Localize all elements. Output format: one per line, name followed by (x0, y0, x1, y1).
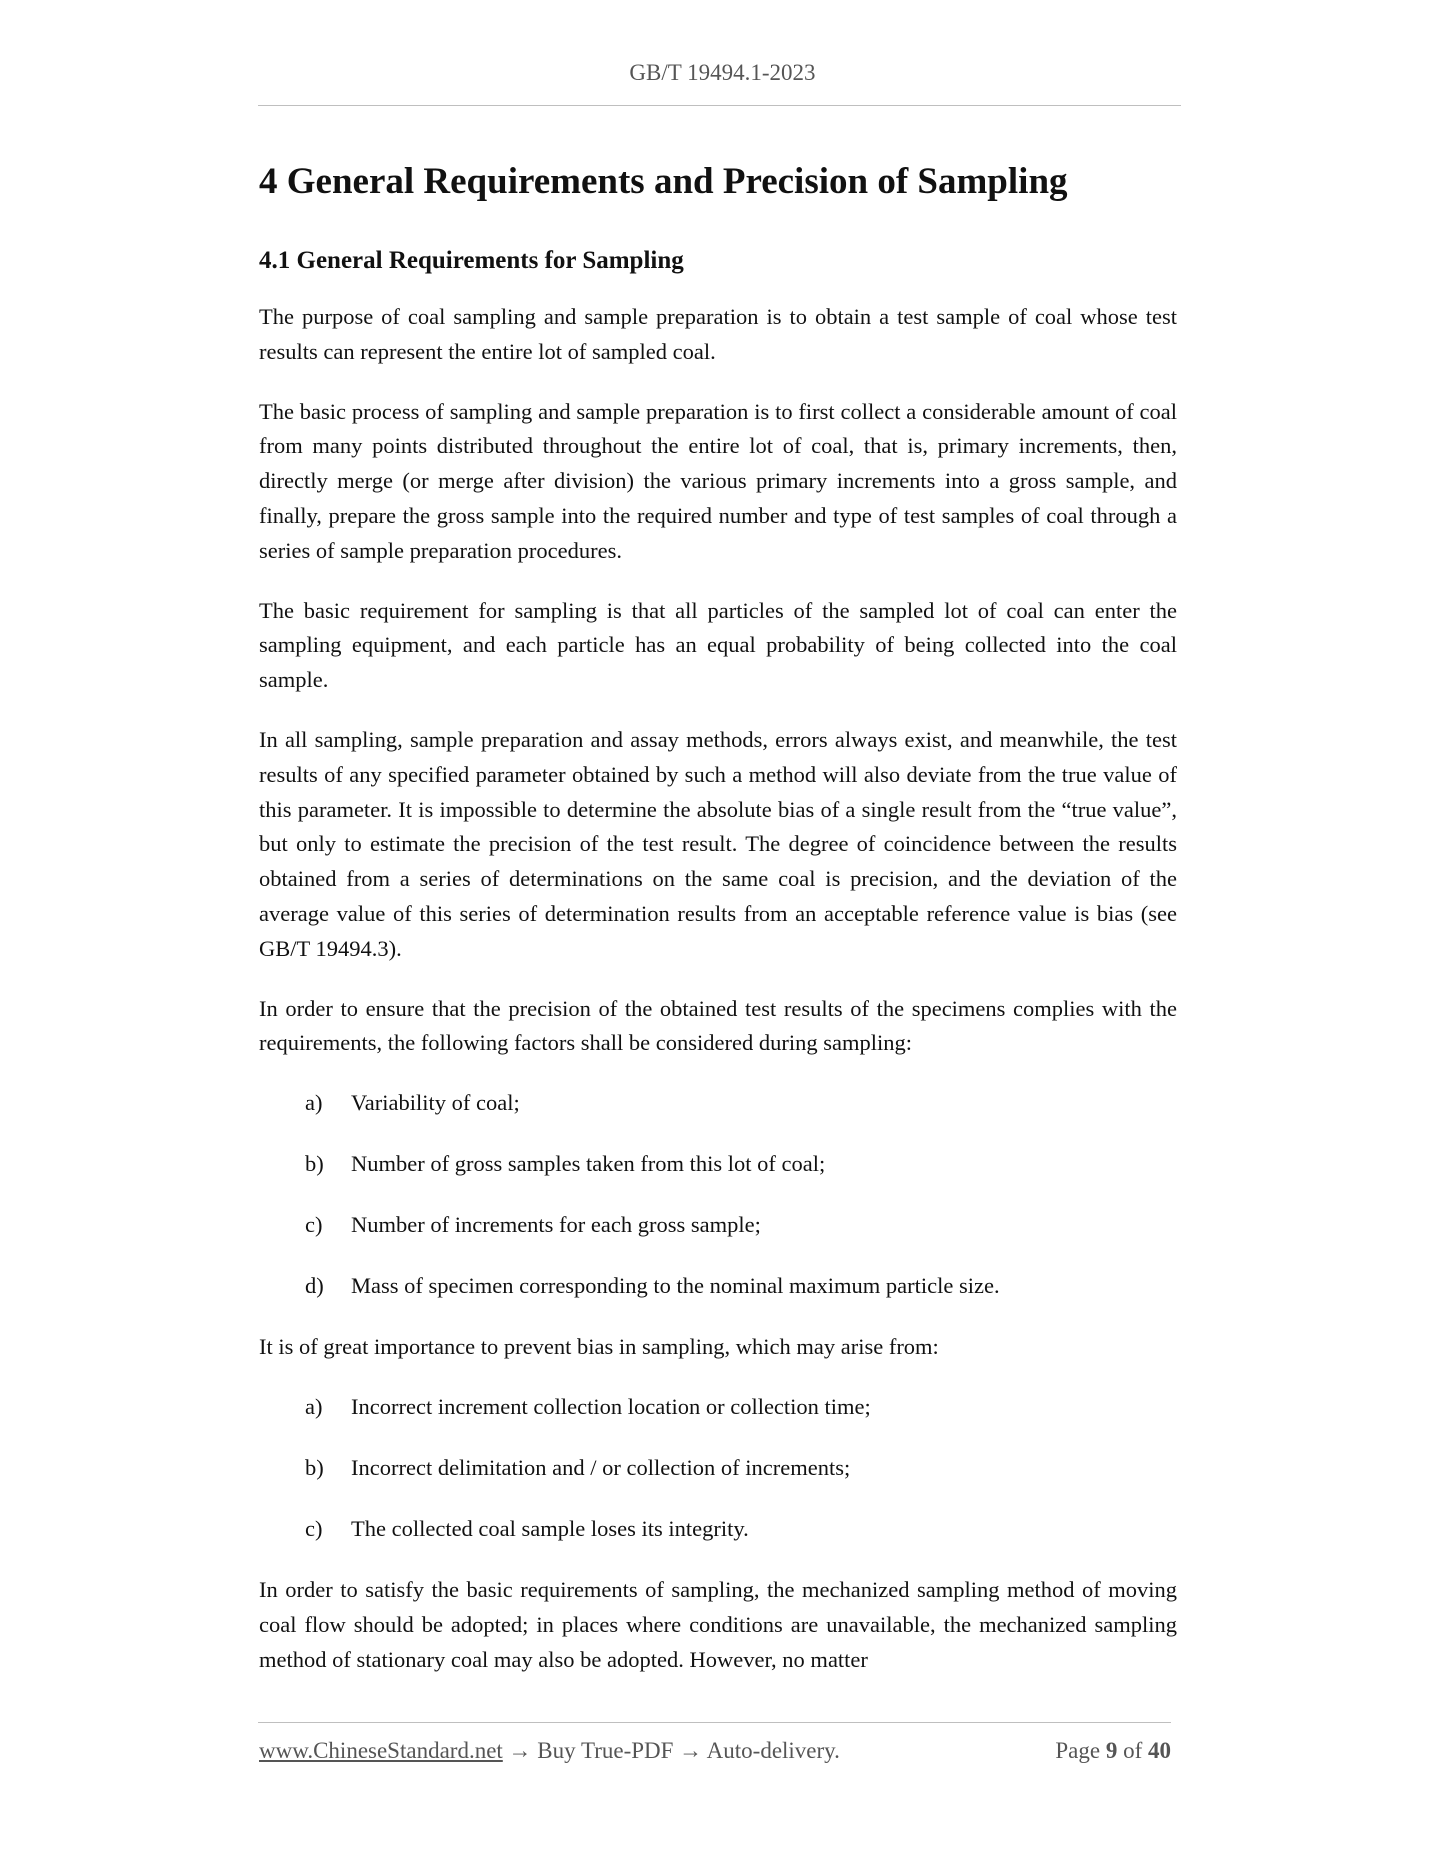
page-indicator (1055, 1738, 1171, 1764)
list-item (259, 1269, 1177, 1303)
list-item (259, 1086, 1177, 1120)
paragraph-errors-precision: In all sampling, sample preparation and assay methods, errors always exist, and meanwhile, the test results of any specified parameter obtained by such a method will also deviate from the true value of this parameter. It is impossible to determine the absolute bias of a single result from the “true value”, but only to estimate the precision of the test result. The degree of coincidence between the results obtained from a series of determinations on the same coal is precision, and the deviation of the average value of this series of determination results from an acceptable reference value is bias (see GB/T 19494.3). (259, 726, 1177, 961)
paragraph-precision-factors: In order to ensure that the precision of the obtained test results of the specimens complies with the requirements, the following factors shall be considered during sampling: (259, 995, 1177, 1056)
header-divider (258, 105, 1181, 106)
paragraph-basic-requirement: The basic requirement for sampling is that all particles of the sampled lot of coal can enter the sampling equipment, and each particle has an equal probability of being collected into the coal sample. (259, 597, 1177, 693)
page-word: Page (1055, 1738, 1101, 1763)
paragraph-bias-intro: It is of great importance to prevent bias in sampling, which may arise from: (259, 1334, 939, 1360)
of-word: of (1123, 1738, 1143, 1763)
list-item-text: Number of increments for each gross sample; (351, 1212, 761, 1238)
paragraph-purpose: The purpose of coal sampling and sample preparation is to obtain a test sample of coal whose test results can represent the entire lot of sampled coal. (259, 304, 1177, 364)
footer-promo: → Buy True-PDF → Auto-delivery. (502, 1738, 840, 1763)
paragraph-basic-process: The basic process of sampling and sample preparation is to first collect a considerable amount of coal from many points distributed throughout the entire lot of coal, that is, primary increments, then, directly merge (or merge after division) the various primary increments into a gross sample, and finally, prepare the gross sample into the required number and type of test samples of coal through a series of sample preparation procedures. (259, 398, 1177, 563)
list-item-text: Number of gross samples taken from this lot of coal; (351, 1151, 826, 1177)
page-content (259, 158, 1177, 1702)
list-item-text: Variability of coal; (351, 1090, 520, 1116)
list-item-label: b) (305, 1151, 324, 1177)
list-item (259, 1451, 1177, 1485)
list-item (259, 1147, 1177, 1181)
footer-divider (258, 1722, 1171, 1723)
list-item-text: Incorrect increment collection location or collection time; (351, 1393, 871, 1419)
paragraph-mechanized-sampling: In order to satisfy the basic requirements of sampling, the mechanized sampling method of moving coal flow should be adopted; in places where conditions are unavailable, the mechanized sampling method of stationary coal may also be adopted. However, no matter (259, 1576, 1177, 1672)
total-page-count: 40 (1148, 1738, 1171, 1763)
list-item (259, 1512, 1177, 1546)
list-item-label: b) (305, 1454, 324, 1480)
list-item-label: a) (305, 1393, 323, 1419)
list-item-text: Incorrect delimitation and / or collection of increments; (351, 1454, 851, 1480)
list-item-text: The collected coal sample loses its integrity. (351, 1515, 749, 1541)
factors-list (259, 1086, 1177, 1303)
list-item-label: a) (305, 1090, 323, 1116)
current-page-number: 9 (1105, 1738, 1118, 1763)
subsection-title: 4.1 General Requirements for Sampling (259, 247, 684, 274)
running-header: GB/T 19494.1-2023 (629, 60, 816, 85)
site-link[interactable]: www.ChineseStandard.net (259, 1738, 503, 1763)
list-item (259, 1208, 1177, 1242)
list-item-label: c) (305, 1212, 323, 1238)
list-item-label: c) (305, 1515, 323, 1541)
section-title: 4 General Requirements and Precision of Sampling (259, 161, 1068, 202)
list-item (259, 1390, 1177, 1424)
bias-list (259, 1390, 1177, 1546)
footer-left (259, 1738, 840, 1764)
list-item-text: Mass of specimen corresponding to the nominal maximum particle size. (351, 1273, 1000, 1299)
list-item-label: d) (305, 1273, 324, 1299)
